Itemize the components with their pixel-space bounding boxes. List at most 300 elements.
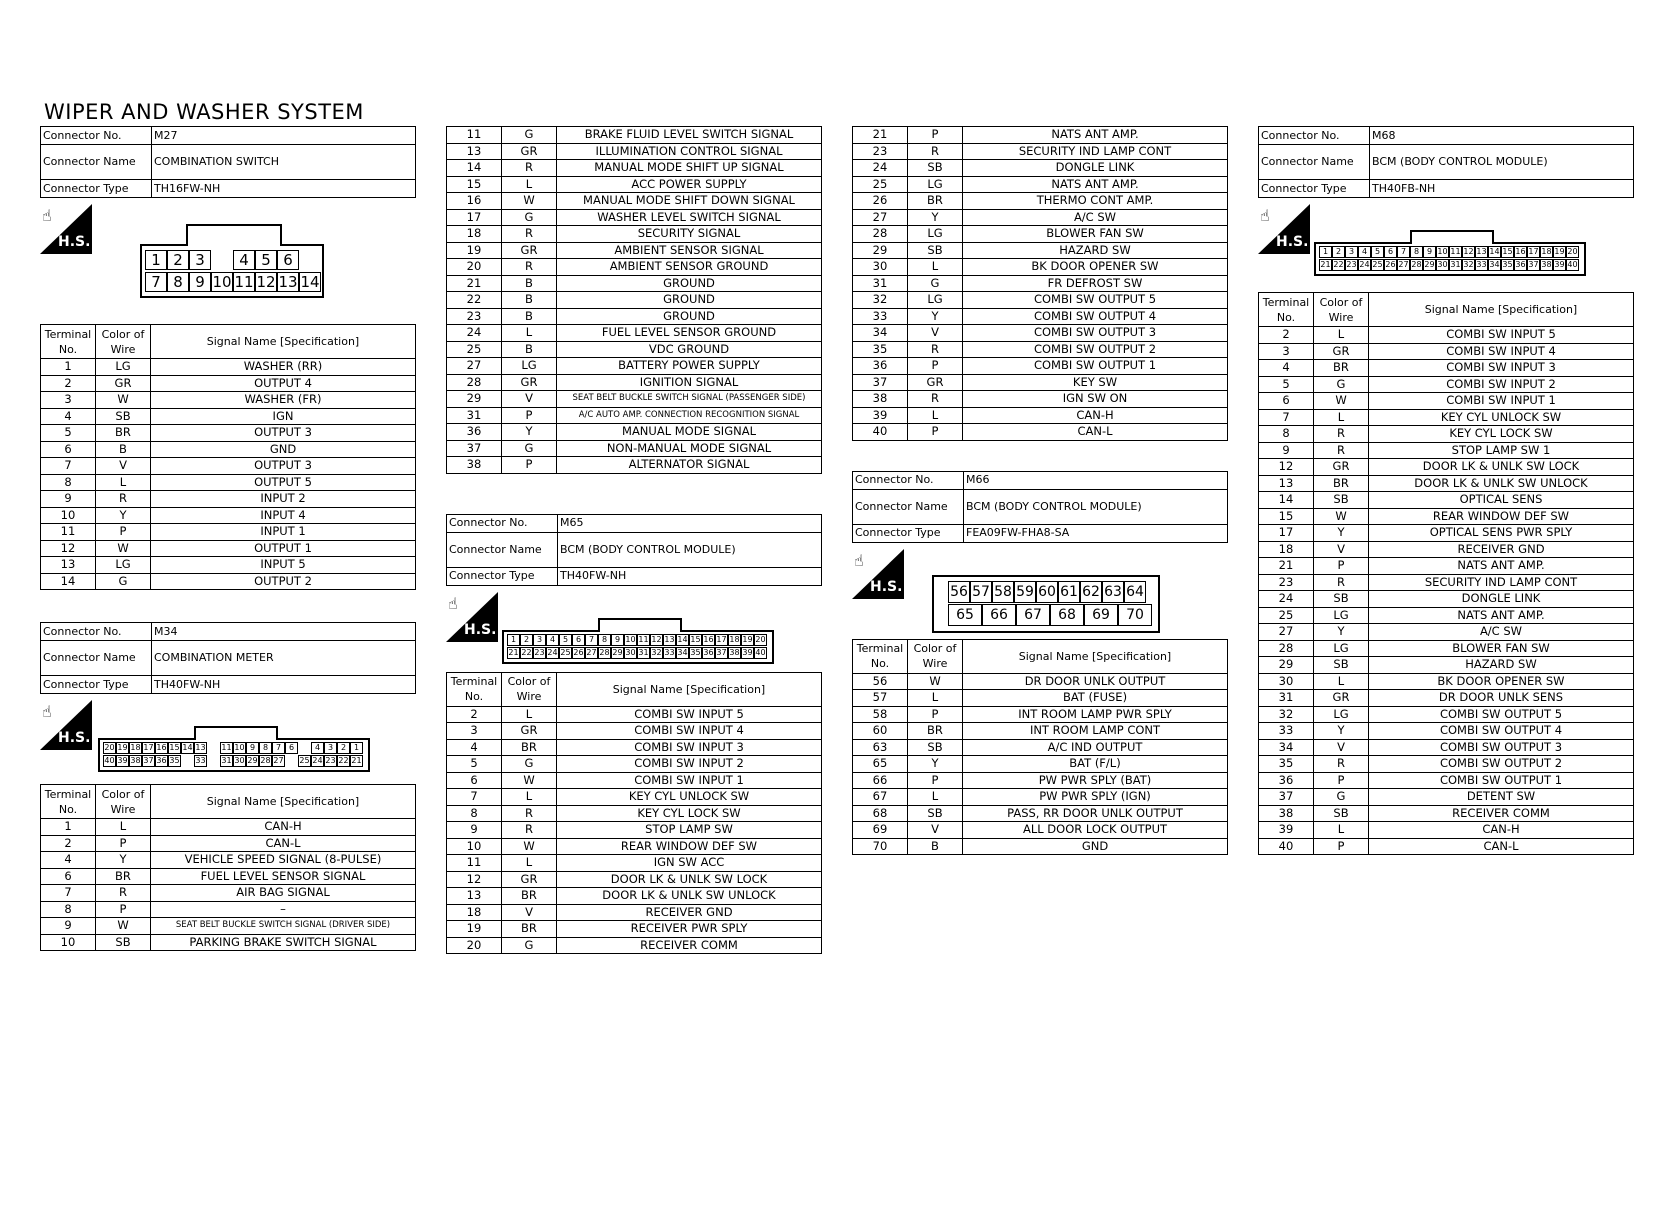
pin-cell: 56 xyxy=(948,581,970,603)
pin-cell: 13 xyxy=(195,743,206,752)
table-row xyxy=(1259,591,1634,608)
terminal-no: 35 xyxy=(853,341,908,358)
pin-cell: 21 xyxy=(1320,260,1331,269)
terminal-no: 10 xyxy=(447,838,502,855)
table-row xyxy=(1259,508,1634,525)
wire-color: BR xyxy=(502,888,557,905)
pin-cell: 8 xyxy=(259,742,272,754)
pin-cell xyxy=(207,742,220,754)
terminal-no: 20 xyxy=(447,259,502,276)
pin-row xyxy=(507,647,767,659)
table-row xyxy=(41,835,416,852)
table-row xyxy=(447,407,822,424)
terminal-no: 3 xyxy=(447,723,502,740)
signal-name: OUTPUT 5 xyxy=(151,474,416,491)
signal-name: KEY SW xyxy=(963,374,1228,391)
signal-name: FUEL LEVEL SENSOR SIGNAL xyxy=(151,868,416,885)
pin-cell: 2 xyxy=(167,250,189,270)
wire-color: BR xyxy=(502,739,557,756)
pin-row xyxy=(507,634,767,646)
pin-cell: 39 xyxy=(117,756,128,765)
wire-color: BR xyxy=(1314,360,1369,377)
connector-latch xyxy=(186,224,282,246)
pin-cell: 33 xyxy=(664,647,675,657)
terminal-no: 13 xyxy=(41,557,96,574)
connector-name: BCM (BODY CONTROL MODULE) xyxy=(1370,145,1634,180)
wire-color: R xyxy=(908,341,963,358)
signal-name: COMBI SW INPUT 2 xyxy=(1369,376,1634,393)
signal-name: RECEIVER GND xyxy=(557,904,822,921)
pin-cell: 28 xyxy=(1411,260,1422,269)
pin-cell: 39 xyxy=(1554,260,1565,269)
pin-cell: 63 xyxy=(1102,581,1124,603)
wire-color: P xyxy=(908,424,963,441)
header-terminal: Terminal No. xyxy=(447,672,502,706)
terminal-no: 6 xyxy=(41,868,96,885)
wire-color: P xyxy=(1314,772,1369,789)
table-row xyxy=(41,918,416,935)
connector-face xyxy=(1314,242,1586,276)
header-terminal: Terminal No. xyxy=(41,785,96,819)
signal-name: KEY CYL LOCK SW xyxy=(1369,426,1634,443)
terminal-no: 38 xyxy=(447,457,502,474)
table-row xyxy=(447,209,822,226)
connector-label: Connector Type xyxy=(447,567,558,585)
pin-cell: 35 xyxy=(1502,260,1513,269)
connector-label: Connector Type xyxy=(1259,180,1370,198)
header-signal: Signal Name [Specification] xyxy=(557,672,822,706)
signal-name: COMBI SW OUTPUT 3 xyxy=(963,325,1228,342)
pin-cell: 14 xyxy=(300,273,320,291)
table-row xyxy=(41,573,416,590)
pin-cell xyxy=(285,755,298,767)
table-row xyxy=(853,308,1228,325)
signal-name: NATS ANT AMP. xyxy=(963,176,1228,193)
signal-name: COMBI SW OUTPUT 1 xyxy=(963,358,1228,375)
wire-color: BR xyxy=(908,193,963,210)
terminal-no: 18 xyxy=(447,226,502,243)
wire-color: V xyxy=(908,325,963,342)
signal-name: COMBI SW INPUT 4 xyxy=(557,723,822,740)
terminal-no: 28 xyxy=(447,374,502,391)
wire-color: W xyxy=(908,673,963,690)
table-row xyxy=(447,127,822,144)
signal-name: BK DOOR OPENER SW xyxy=(963,259,1228,276)
table-row xyxy=(1259,640,1634,657)
signal-name: RECEIVER COMM xyxy=(1369,805,1634,822)
pin-cell: 40 xyxy=(104,756,115,765)
terminal-no: 2 xyxy=(41,835,96,852)
wire-color: Y xyxy=(1314,624,1369,641)
pin-cell: 23 xyxy=(325,756,336,765)
pin-cell: 14 xyxy=(182,743,193,752)
wire-color: BR xyxy=(96,868,151,885)
header-color: Color of Wire xyxy=(502,672,557,706)
wire-color: L xyxy=(502,176,557,193)
pin-table-m34_cont xyxy=(446,126,822,474)
signal-name: OPTICAL SENS PWR SPLY xyxy=(1369,525,1634,542)
connector-latch xyxy=(194,726,278,740)
table-row xyxy=(1259,426,1634,443)
signal-name: INPUT 5 xyxy=(151,557,416,574)
table-row xyxy=(447,789,822,806)
pin-cell: 22 xyxy=(338,756,349,765)
pin-cell xyxy=(211,250,233,270)
hand-icon: ☝ xyxy=(448,593,458,613)
signal-name: RECEIVER PWR SPLY xyxy=(557,921,822,938)
pin-cell: 13 xyxy=(278,273,298,291)
connector-label: Connector Type xyxy=(41,180,152,198)
hs-label: H.S. xyxy=(464,621,497,638)
signal-name: DONGLE LINK xyxy=(1369,591,1634,608)
header-signal: Signal Name [Specification] xyxy=(151,325,416,359)
wire-color: P xyxy=(96,901,151,918)
wire-color: G xyxy=(502,937,557,954)
table-row xyxy=(1259,393,1634,410)
signal-name: A/C AUTO AMP. CONNECTION RECOGNITION SIGNAL xyxy=(557,407,822,424)
table-row xyxy=(447,308,822,325)
table-row xyxy=(447,424,822,441)
wire-color: GR xyxy=(1314,459,1369,476)
wire-color: L xyxy=(908,259,963,276)
pin-cell: 15 xyxy=(1502,247,1513,256)
table-row xyxy=(1259,838,1634,855)
terminal-no: 22 xyxy=(447,292,502,309)
pin-cell: 24 xyxy=(1359,260,1370,269)
connector-label: Connector No. xyxy=(1259,127,1370,145)
pin-cell: 6 xyxy=(572,634,585,646)
wire-color: LG xyxy=(1314,706,1369,723)
connector-no: M68 xyxy=(1370,127,1634,145)
table-row xyxy=(41,408,416,425)
pin-cell: 19 xyxy=(117,743,128,752)
pin-cell: 11 xyxy=(638,634,649,644)
terminal-no: 32 xyxy=(853,292,908,309)
table-row xyxy=(1259,343,1634,360)
wire-color: R xyxy=(908,391,963,408)
terminal-no: 27 xyxy=(447,358,502,375)
wire-color: LG xyxy=(1314,607,1369,624)
pin-row xyxy=(1319,259,1579,271)
pin-cell: 38 xyxy=(130,756,141,765)
connector-label: Connector Name xyxy=(853,489,964,524)
table-row xyxy=(1259,558,1634,575)
terminal-no: 5 xyxy=(41,425,96,442)
table-row xyxy=(447,871,822,888)
signal-name: CAN-L xyxy=(1369,838,1634,855)
table-row xyxy=(447,292,822,309)
signal-name: OUTPUT 3 xyxy=(151,458,416,475)
wire-color: P xyxy=(96,835,151,852)
terminal-no: 3 xyxy=(1259,343,1314,360)
signal-name: BAT (FUSE) xyxy=(963,690,1228,707)
terminal-no: 18 xyxy=(447,904,502,921)
terminal-no: 8 xyxy=(1259,426,1314,443)
pin-cell xyxy=(207,755,220,767)
wire-color: G xyxy=(502,209,557,226)
pin-cell: 8 xyxy=(598,634,611,646)
header-signal: Signal Name [Specification] xyxy=(151,785,416,819)
wire-color: Y xyxy=(1314,723,1369,740)
wire-color: P xyxy=(1314,558,1369,575)
pin-cell: 6 xyxy=(1384,246,1397,258)
wire-color: P xyxy=(502,407,557,424)
wire-color: BR xyxy=(96,425,151,442)
signal-name: AMBIENT SENSOR SIGNAL xyxy=(557,242,822,259)
pin-cell: 32 xyxy=(1463,260,1474,269)
terminal-no: 40 xyxy=(1259,838,1314,855)
signal-name: COMBI SW OUTPUT 4 xyxy=(963,308,1228,325)
connector-face xyxy=(140,244,324,298)
wire-color: LG xyxy=(1314,640,1369,657)
pin-cell: 58 xyxy=(992,581,1014,603)
pin-cell: 30 xyxy=(1437,260,1448,269)
pin-cell: 10 xyxy=(212,273,232,291)
signal-name: PW PWR SPLY (IGN) xyxy=(963,789,1228,806)
table-row xyxy=(447,937,822,954)
wire-color: V xyxy=(1314,541,1369,558)
signal-name: KEY CYL LOCK SW xyxy=(557,805,822,822)
signal-name: CAN-H xyxy=(963,407,1228,424)
terminal-no: 15 xyxy=(1259,508,1314,525)
table-row xyxy=(447,391,822,408)
pin-cell: 18 xyxy=(130,743,141,752)
table-row xyxy=(447,904,822,921)
terminal-no: 26 xyxy=(853,193,908,210)
table-row xyxy=(853,275,1228,292)
pin-cell: 27 xyxy=(273,756,284,765)
table-row xyxy=(853,424,1228,441)
terminal-no: 7 xyxy=(41,458,96,475)
wire-color: G xyxy=(1314,789,1369,806)
connector-label: Connector No. xyxy=(853,471,964,489)
hs-label: H.S. xyxy=(1276,234,1309,250)
wire-color: L xyxy=(1314,673,1369,690)
terminal-no: 56 xyxy=(853,673,908,690)
table-header xyxy=(41,325,416,359)
pin-cell: 68 xyxy=(1050,604,1084,626)
terminal-no: 6 xyxy=(447,772,502,789)
table-row xyxy=(853,209,1228,226)
signal-name: DOOR LK & UNLK SW UNLOCK xyxy=(557,888,822,905)
pin-cell: 29 xyxy=(1424,260,1435,269)
connector-type: FEA09FW-FHA8-SA xyxy=(964,524,1228,542)
pin-cell: 33 xyxy=(195,756,206,765)
table-row xyxy=(853,160,1228,177)
signal-name: WASHER (FR) xyxy=(151,392,416,409)
connector-name: COMBINATION METER xyxy=(152,641,416,676)
hand-icon: ☝ xyxy=(42,206,52,225)
signal-name: DOOR LK & UNLK SW LOCK xyxy=(557,871,822,888)
pin-cell: 12 xyxy=(256,273,276,291)
table-row xyxy=(447,275,822,292)
terminal-no: 18 xyxy=(1259,541,1314,558)
connector-label: Connector No. xyxy=(41,127,152,145)
pin-cell: 10 xyxy=(625,634,636,644)
table-row xyxy=(41,375,416,392)
terminal-no: 8 xyxy=(41,474,96,491)
wire-color: GR xyxy=(908,374,963,391)
table-row xyxy=(41,474,416,491)
pin-cell: 31 xyxy=(638,647,649,657)
signal-name: DR DOOR UNLK SENS xyxy=(1369,690,1634,707)
signal-name: NATS ANT AMP. xyxy=(963,127,1228,144)
terminal-no: 2 xyxy=(41,375,96,392)
column-3 xyxy=(852,126,1228,855)
pin-cell: 66 xyxy=(982,604,1016,626)
header-color: Color of Wire xyxy=(908,639,963,673)
wire-color: P xyxy=(1314,838,1369,855)
pin-cell: 32 xyxy=(651,647,662,657)
pin-cell: 40 xyxy=(755,647,766,657)
terminal-no: 21 xyxy=(1259,558,1314,575)
table-row xyxy=(41,359,416,376)
pin-cell: 57 xyxy=(970,581,992,603)
table-row xyxy=(41,524,416,541)
pin-cell: 18 xyxy=(1541,247,1552,256)
signal-name: HAZARD SW xyxy=(963,242,1228,259)
table-row xyxy=(853,193,1228,210)
header-signal: Signal Name [Specification] xyxy=(963,639,1228,673)
terminal-no: 33 xyxy=(853,308,908,325)
wire-color: Y xyxy=(908,209,963,226)
wire-color: B xyxy=(502,308,557,325)
table-row xyxy=(1259,739,1634,756)
terminal-no: 24 xyxy=(853,160,908,177)
wire-color: GR xyxy=(502,242,557,259)
wire-color: SB xyxy=(908,739,963,756)
pin-cell: 1 xyxy=(350,742,363,754)
table-row xyxy=(41,852,416,869)
wire-color: P xyxy=(908,772,963,789)
wire-color: BR xyxy=(502,921,557,938)
terminal-no: 14 xyxy=(447,160,502,177)
table-row xyxy=(1259,723,1634,740)
connector-name: COMBINATION SWITCH xyxy=(152,145,416,180)
pin-cell: 35 xyxy=(690,647,701,657)
table-row xyxy=(447,374,822,391)
connector-name: BCM (BODY CONTROL MODULE) xyxy=(964,489,1228,524)
wire-color: R xyxy=(1314,574,1369,591)
wire-color: V xyxy=(908,822,963,839)
pin-cell: 23 xyxy=(1346,260,1357,269)
terminal-no: 37 xyxy=(1259,789,1314,806)
terminal-no: 36 xyxy=(447,424,502,441)
wire-color: R xyxy=(1314,442,1369,459)
wire-color: P xyxy=(908,358,963,375)
wire-color: Y xyxy=(908,308,963,325)
terminal-no: 19 xyxy=(447,242,502,259)
table-row xyxy=(1259,475,1634,492)
header-terminal: Terminal No. xyxy=(41,325,96,359)
signal-name: COMBI SW INPUT 2 xyxy=(557,756,822,773)
connector-type: TH16FW-NH xyxy=(152,180,416,198)
pin-cell: 16 xyxy=(1515,247,1526,256)
signal-name: GND xyxy=(151,441,416,458)
connector-no: M65 xyxy=(558,514,822,532)
signal-name: DONGLE LINK xyxy=(963,160,1228,177)
wire-color: Y xyxy=(96,852,151,869)
pin-row xyxy=(145,250,299,270)
pin-cell: 23 xyxy=(534,647,545,657)
pin-cell: 9 xyxy=(246,742,259,754)
signal-name: PW PWR SPLY (BAT) xyxy=(963,772,1228,789)
signal-name: REAR WINDOW DEF SW xyxy=(557,838,822,855)
pin-cell: 9 xyxy=(1423,246,1436,258)
table-row xyxy=(41,507,416,524)
page-title: WIPER AND WASHER SYSTEM xyxy=(44,100,364,124)
terminal-no: 25 xyxy=(853,176,908,193)
pin-table-m66 xyxy=(852,639,1228,856)
terminal-no: 11 xyxy=(41,524,96,541)
terminal-no: 35 xyxy=(1259,756,1314,773)
pin-cell: 19 xyxy=(742,634,753,644)
pin-cell: 34 xyxy=(677,647,688,657)
terminal-no: 5 xyxy=(447,756,502,773)
wire-color: L xyxy=(908,789,963,806)
terminal-no: 17 xyxy=(1259,525,1314,542)
pin-cell: 30 xyxy=(234,756,245,765)
terminal-no: 28 xyxy=(853,226,908,243)
terminal-no: 15 xyxy=(447,176,502,193)
signal-name: RECEIVER COMM xyxy=(557,937,822,954)
pin-cell: 4 xyxy=(1358,246,1371,258)
signal-name: IGN SW ACC xyxy=(557,855,822,872)
signal-name: MANUAL MODE SIGNAL xyxy=(557,424,822,441)
pin-table-m68 xyxy=(1258,292,1634,855)
terminal-no: 27 xyxy=(1259,624,1314,641)
table-row xyxy=(853,341,1228,358)
pin-cell: 20 xyxy=(1567,247,1578,256)
pin-table-m27 xyxy=(40,324,416,590)
terminal-no: 11 xyxy=(447,127,502,144)
connector-label: Connector Name xyxy=(41,145,152,180)
terminal-no: 25 xyxy=(447,341,502,358)
hs-label: H.S. xyxy=(870,578,903,595)
pin-cell: 28 xyxy=(260,756,271,765)
table-row xyxy=(41,441,416,458)
connector-type: TH40FW-NH xyxy=(558,567,822,585)
terminal-no: 57 xyxy=(853,690,908,707)
pin-cell: 13 xyxy=(1476,247,1487,256)
wire-color: P xyxy=(908,706,963,723)
wire-color: R xyxy=(502,805,557,822)
signal-name: COMBI SW INPUT 5 xyxy=(557,706,822,723)
wire-color: Y xyxy=(502,424,557,441)
pin-table-m65_cont xyxy=(852,126,1228,441)
wire-color: R xyxy=(96,885,151,902)
terminal-no: 1 xyxy=(41,819,96,836)
signal-name: DOOR LK & UNLK SW LOCK xyxy=(1369,459,1634,476)
wire-color: G xyxy=(502,756,557,773)
hs-label: H.S. xyxy=(58,730,91,746)
wire-color: W xyxy=(1314,508,1369,525)
pin-table-m65 xyxy=(446,672,822,955)
wire-color: LG xyxy=(502,358,557,375)
table-row xyxy=(1259,772,1634,789)
pin-cell: 30 xyxy=(625,647,636,657)
table-row xyxy=(41,934,416,951)
wire-color: L xyxy=(502,325,557,342)
wire-color: SB xyxy=(1314,492,1369,509)
signal-name: REAR WINDOW DEF SW xyxy=(1369,508,1634,525)
wire-color: R xyxy=(502,226,557,243)
pin-cell: 13 xyxy=(664,634,675,644)
wire-color: GR xyxy=(1314,343,1369,360)
terminal-no: 8 xyxy=(447,805,502,822)
pin-cell: 8 xyxy=(1410,246,1423,258)
terminal-no: 39 xyxy=(1259,822,1314,839)
